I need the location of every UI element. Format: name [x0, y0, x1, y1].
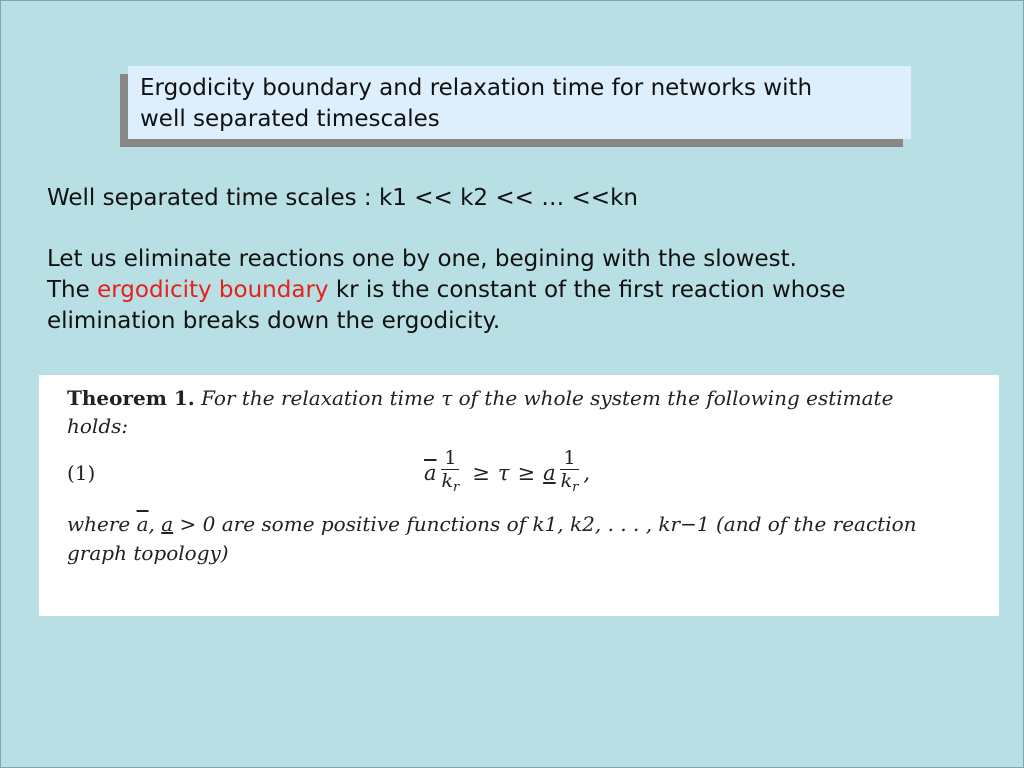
formula-a-under: a	[543, 461, 556, 485]
body-line-boundary	[47, 275, 987, 306]
equation-number: (1)	[67, 461, 96, 485]
slide-title	[128, 66, 911, 139]
formula-comma: ,	[583, 461, 591, 485]
theorem-formula	[424, 447, 590, 499]
formula-a-bar: $\overline{a}$	[424, 461, 437, 485]
theorem-statement-1: For the relaxation time τ of the whole system the following estimate	[201, 386, 894, 410]
body-line-eliminate: Let us eliminate reactions one by one, begining with the slowest.	[47, 246, 797, 272]
body-boundary-post: kr is the constant of the first reaction whose	[328, 277, 846, 303]
theorem-where-line-2: graph topology)	[67, 541, 229, 565]
theorem-image	[39, 375, 999, 616]
body-line-timescales: Well separated time scales : k1 << k2 << … <<kn	[47, 185, 638, 211]
body-boundary-pre: The	[47, 277, 98, 303]
title-line-2: well separated timescales	[140, 106, 440, 132]
formula-fraction-left: $\frac{1}{k_r}$	[441, 447, 460, 495]
formula-geq-2: ≥	[517, 461, 536, 485]
body-line-elimination: elimination breaks down the ergodicity.	[47, 308, 501, 334]
theorem-where-line-1: where $\overline{a}$, a > 0 are some positive functions of k1, k2, . . . , kr−1 (and of the reaction	[67, 512, 917, 536]
title-line-1: Ergodicity boundary and relaxation time for networks with	[140, 75, 813, 101]
formula-fraction-right: $\frac{1}{k_r}$	[560, 447, 579, 495]
formula-tau: τ	[497, 461, 510, 485]
formula-geq-1: ≥	[472, 461, 490, 485]
body-text	[47, 183, 987, 337]
ergodicity-boundary-highlight: ergodicity boundary	[97, 277, 329, 303]
theorem-heading: Theorem 1.	[67, 386, 195, 410]
theorem-line-1	[67, 385, 967, 412]
theorem-line-2: holds:	[67, 414, 129, 438]
